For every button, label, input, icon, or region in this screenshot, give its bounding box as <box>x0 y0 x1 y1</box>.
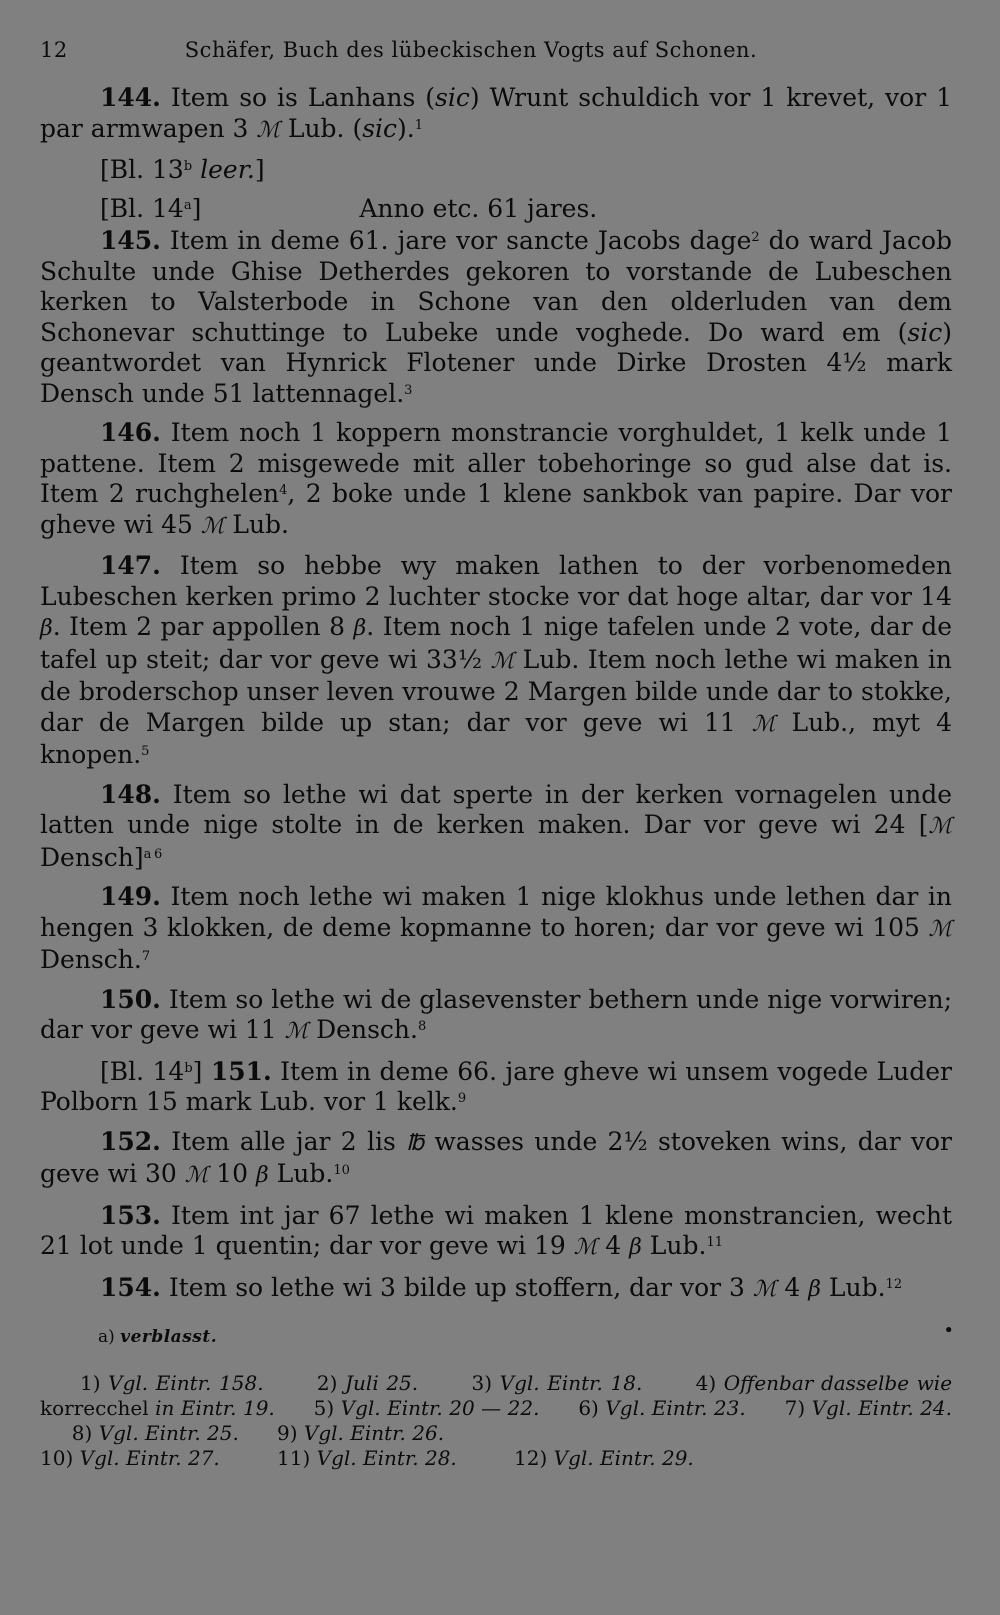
entry-number: 144. <box>100 83 161 112</box>
entry-149: 149. Item noch lethe wi maken 1 nige klokhus unde lethen dar in hengen 3 klokken, de deme kopmanne to horen; dar vor geve wi 105 ℳ Densch.$^7$ <box>40 882 952 974</box>
book-page <box>40 38 952 1471</box>
entry-148: 148. Item so lethe wi dat sperte in der kerken vornagelen unde latten unde nige stolte in de kerken maken. Dar vor geve wi 24 [ℳ Densch]$^a$ $^6$ <box>40 779 952 872</box>
running-title: Schäfer, Buch des lübeckischen Vogts auf Schonen. <box>184 38 758 62</box>
folio-note-13b: [Bl. 13$^b$ leer.] <box>100 155 265 184</box>
entry-151: [Bl. 14$^b$] 151. Item in deme 66. jare gheve wi unsem vogede Luder Polborn 15 mark Lub. vor 1 kelk.$^9$ <box>40 1056 952 1116</box>
folio-note-14a: [Bl. 14$^a$] Anno etc. 61 jares. <box>100 194 598 223</box>
textual-note-a: a) verblasst. <box>98 1327 218 1347</box>
footnotes <box>40 1371 952 1471</box>
footnote-line-1: 1) Vgl. Eintr. 158. 2) Juli 25. 3) Vgl. Eintr. 18. 4) Offenbar dasselbe wie korrecchel in Eintr. 19. 5) Vgl. Eintr. 20 — 22. 6) Vgl. Eintr. 23. 7) Vgl. Eintr. 24. 8) Vgl. Eintr. 25. 9) Vgl. Eintr. 26. <box>40 1371 953 1445</box>
entry-152: 152. Item alle jar 2 lis ℔ wasses unde 2½ stoveken wins, dar vor geve wi 30 ℳ 10 β Lub.$^{10}$ <box>40 1126 952 1188</box>
mark-symbol: ℳ <box>256 117 280 143</box>
entry-146: 146. Item noch 1 koppern monstrancie vorghuldet, 1 kelk unde 1 pattene. Item 2 misgewede mit aller tobehoringe so gud alse dat is. Item 2 ruchghelen$^4$, 2 boke unde 1 klene sankbok van papire. Dar vor gheve wi 45 ℳ Lub. <box>40 418 952 539</box>
page-number: 12 <box>40 38 68 62</box>
footnote-line-2: 10) Vgl. Eintr. 27. 11) Vgl. Eintr. 28. 12) Vgl. Eintr. 29. <box>40 1446 694 1470</box>
entry-145: 145. Item in deme 61. jare vor sancte Jacobs dage$^2$ do ward Jacob Schulte unde Ghise Detherdes gekoren to vorstande de Lubeschen kerken to Valsterbode in Schone van den olderluden van dem Schonevar schuttinge to Lubeke unde voghede. Do ward em (sic) geantwordet van Hynrick Flotener unde Dirke Drosten 4½ mark Densch unde 51 lattennagel.$^3$ <box>40 226 953 408</box>
entry-150: 150. Item so lethe wi de glasevenster bethern unde nige vorwiren; dar vor geve wi 11 ℳ Densch.$^8$ <box>40 984 952 1044</box>
entry-144: 144. Item so is Lanhans (sic) Wrunt schuldich vor 1 krevet, vor 1 par armwapen 3 ℳ Lub. (sic).$^1$ <box>40 83 952 143</box>
running-header <box>40 38 952 74</box>
entry-147: 147. Item so hebbe wy maken lathen to der vorbenomeden Lubeschen kerken primo 2 luchter stocke vor dat hoge altar, dar vor 14 β. Item 2 par appollen 8 β. Item noch 1 nige tafelen unde 2 vote, dar de tafel up steit; dar vor geve wi 33½ ℳ Lub. Item noch lethe wi maken in de broderschop unser leven vrouwe 2 Margen bilde unde dar to stokke, dar de Margen bilde up stan; dar vor geve wi 11 ℳ Lub., myt 4 knopen.$^5$ <box>40 551 952 769</box>
entry-153: 153. Item int jar 67 lethe wi maken 1 klene monstrancien, wecht 21 lot unde 1 quentin; dar vor geve wi 19 ℳ 4 β Lub.$^{11}$ <box>40 1200 952 1260</box>
year-heading: Anno etc. 61 jares. <box>359 194 598 223</box>
stray-mark: • <box>943 1320 954 1341</box>
footnote-ref: 1 <box>414 117 424 133</box>
entry-154: 154. Item so lethe wi 3 bilde up stoffern, dar vor 3 ℳ 4 β Lub.$^{12}$ <box>100 1272 903 1302</box>
